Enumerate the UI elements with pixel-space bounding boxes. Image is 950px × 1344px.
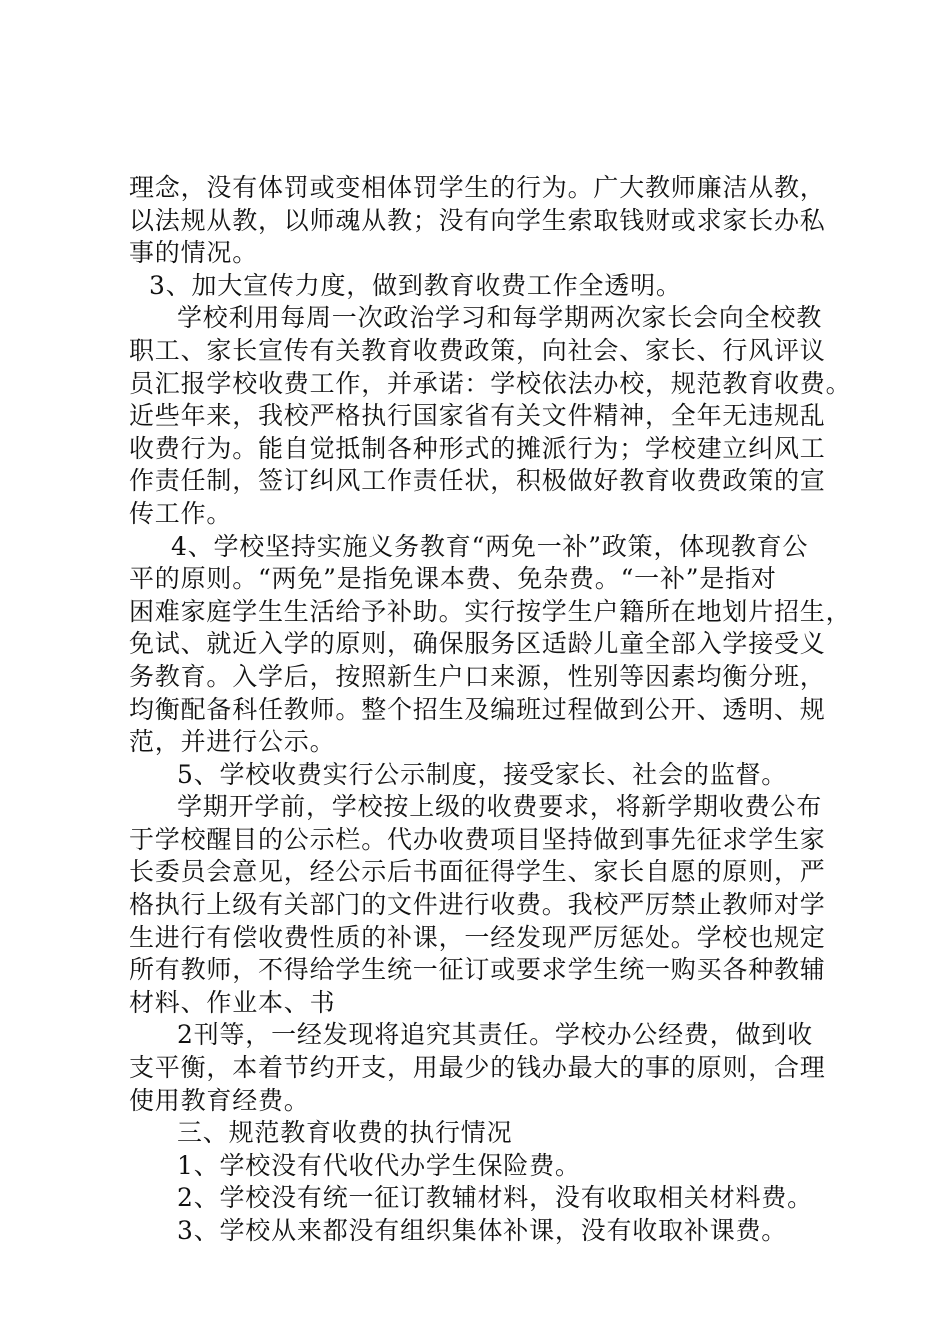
document-body bbox=[129, 172, 852, 1248]
text-line: 平的原则。“两免”是指免课本费、免杂费。“一补”是指对 bbox=[129, 564, 777, 594]
text-line: 生进行有偿收费性质的补课，一经发现严厉惩处。学校也规定 bbox=[129, 922, 826, 952]
text-line: 务教育。入学后，按照新生户口来源，性别等因素均衡分班， bbox=[129, 661, 826, 691]
section-heading: 3、加大宣传力度，做到教育收费工作全透明。 bbox=[149, 270, 682, 300]
list-item: 2、学校没有统一征订教辅材料，没有收取相关材料费。 bbox=[177, 1183, 813, 1213]
text-line: 理念，没有体罚或变相体罚学生的行为。广大教师廉洁从教， bbox=[129, 173, 826, 202]
text-line: 长委员会意见，经公示后书面征得学生、家长自愿的原则，严 bbox=[129, 857, 826, 887]
text-line: 困难家庭学生生活给予补助。实行按学生户籍所在地划片招生， bbox=[129, 596, 852, 626]
text-line: 职工、家长宣传有关教育收费政策，向社会、家长、行风评议 bbox=[129, 335, 826, 365]
paragraph-start: 学期开学前，学校按上级的收费要求，将新学期收费公布 bbox=[177, 792, 823, 822]
text-line: 材料、作业本、书 bbox=[129, 987, 336, 1017]
text-line: 收费行为。能自觉抵制各种形式的摊派行为；学校建立纠风工 bbox=[129, 433, 826, 463]
section-heading: 三、规范教育收费的执行情况 bbox=[177, 1118, 513, 1148]
text-line: 均衡配备科任教师。整个招生及编班过程做到公开、透明、规 bbox=[129, 694, 826, 724]
text-line: 事的情况。 bbox=[129, 238, 259, 268]
list-item: 3、学校从来都没有组织集体补课，没有收取补课费。 bbox=[177, 1216, 788, 1245]
section-heading: 5、学校收费实行公示制度，接受家长、社会的监督。 bbox=[177, 759, 788, 789]
text-line: 于学校醒目的公示栏。代办收费项目坚持做到事先征求学生家 bbox=[129, 824, 826, 854]
text-line: 使用教育经费。 bbox=[129, 1085, 310, 1115]
text-line: 所有教师，不得给学生统一征订或要求学生统一购买各种教辅 bbox=[129, 955, 826, 985]
text-line: 范，并进行公示。 bbox=[129, 727, 336, 757]
text-line: 以法规从教，以师魂从教；没有向学生索取钱财或求家长办私 bbox=[129, 205, 826, 235]
text-line: 近些年来，我校严格执行国家省有关文件精神，全年无违规乱 bbox=[129, 401, 826, 431]
list-item: 1、学校没有代收代办学生保险费。 bbox=[177, 1150, 581, 1180]
text-line: 员汇报学校收费工作，并承诺：学校依法办校，规范教育收费。 bbox=[129, 368, 852, 398]
text-line: 传工作。 bbox=[129, 498, 233, 528]
text-line: 免试、就近入学的原则，确保服务区适龄儿童全部入学接受义 bbox=[129, 629, 826, 659]
paragraph-start: 2刊等，一经发现将追究其责任。学校办公经费，做到收 bbox=[177, 1020, 813, 1050]
text-line: 支平衡，本着节约开支，用最少的钱办最大的事的原则，合理 bbox=[129, 1053, 826, 1083]
text-line: 格执行上级有关部门的文件进行收费。我校严厉禁止教师对学 bbox=[129, 890, 826, 920]
text-line: 作责任制，签订纠风工作责任状，积极做好教育收费政策的宣 bbox=[129, 466, 826, 496]
section-heading: 4、学校坚持实施义务教育“两免一补”政策，体现教育公 bbox=[171, 531, 809, 561]
paragraph-start: 学校利用每周一次政治学习和每学期两次家长会向全校教 bbox=[177, 303, 823, 333]
